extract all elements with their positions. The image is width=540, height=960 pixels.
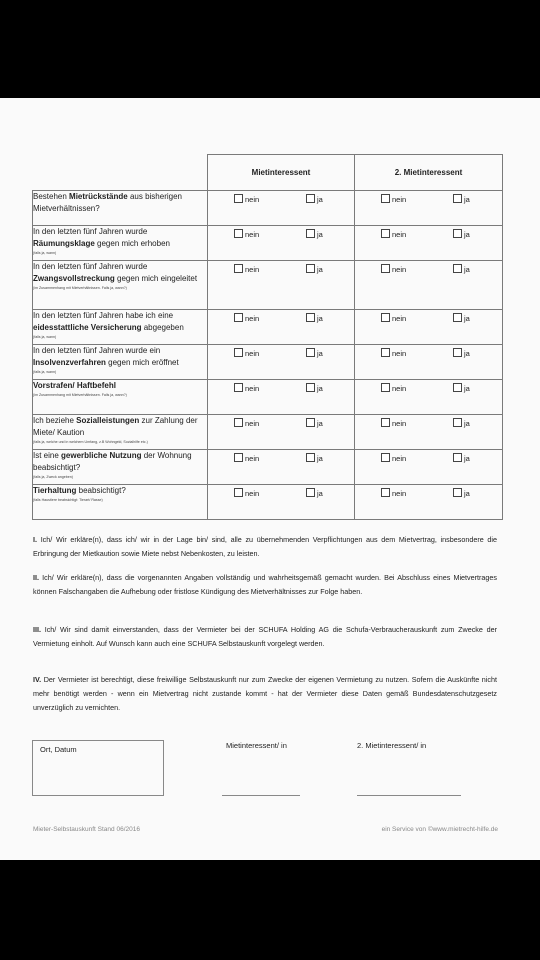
place-date-label: Ort, Datum bbox=[40, 745, 77, 754]
option-label: ja bbox=[317, 195, 323, 204]
question-cell bbox=[33, 380, 208, 415]
paragraph-number: III. bbox=[33, 625, 41, 634]
table-row bbox=[33, 261, 503, 310]
answer-cell-tenant-2 bbox=[355, 310, 503, 345]
option-label: ja bbox=[464, 384, 470, 393]
footer-right: ein Service von ©www.mietrecht-hilfe.de bbox=[381, 826, 498, 833]
option-label: nein bbox=[245, 454, 260, 463]
footer-left: Mieter-Selbstauskunft Stand 06/2016 bbox=[33, 826, 140, 833]
checkbox-icon[interactable] bbox=[381, 418, 390, 427]
paragraph-number: IV. bbox=[33, 675, 42, 684]
option-label: nein bbox=[245, 314, 260, 323]
checkbox-icon[interactable] bbox=[234, 313, 243, 322]
question-cell bbox=[33, 261, 208, 310]
answer-cell-tenant-1 bbox=[208, 226, 355, 261]
signature-label-tenant-1: Mietinteressent/ in bbox=[226, 741, 287, 750]
option-label: nein bbox=[245, 349, 260, 358]
option-label: nein bbox=[392, 230, 407, 239]
option-nein[interactable] bbox=[381, 264, 406, 275]
checkbox-icon[interactable] bbox=[453, 453, 462, 462]
answer-cell-tenant-1 bbox=[208, 415, 355, 450]
option-nein[interactable] bbox=[381, 229, 406, 240]
question-text-pre: In den letzten fünf Jahren wurde bbox=[33, 262, 148, 271]
option-ja[interactable] bbox=[453, 194, 470, 205]
table-row bbox=[33, 191, 503, 226]
option-label: ja bbox=[464, 489, 470, 498]
signature-label-tenant-2: 2. Mietinteressent/ in bbox=[357, 741, 427, 750]
question-text bbox=[33, 345, 207, 369]
option-label: ja bbox=[317, 314, 323, 323]
answer-cell-tenant-2 bbox=[355, 485, 503, 520]
option-ja[interactable] bbox=[306, 348, 323, 359]
signature-line-tenant-2[interactable] bbox=[357, 795, 461, 796]
question-note: (falls ja, wann) bbox=[33, 335, 57, 339]
table-row bbox=[33, 345, 503, 380]
checkbox-icon[interactable] bbox=[234, 453, 243, 462]
question-text bbox=[33, 261, 207, 285]
option-nein[interactable] bbox=[234, 229, 259, 240]
option-ja[interactable] bbox=[306, 194, 323, 205]
checkbox-icon[interactable] bbox=[453, 264, 462, 273]
question-text bbox=[33, 191, 207, 215]
option-ja[interactable] bbox=[306, 229, 323, 240]
option-label: nein bbox=[245, 265, 260, 274]
option-label: nein bbox=[245, 195, 260, 204]
option-label: ja bbox=[464, 419, 470, 428]
option-nein[interactable] bbox=[381, 418, 406, 429]
table-header-row bbox=[33, 155, 503, 191]
question-text-post: gegen mich eröffnet bbox=[105, 358, 179, 367]
question-keyword: Räumungsklage bbox=[33, 239, 95, 248]
option-ja[interactable] bbox=[306, 383, 323, 394]
paragraph-text: Ich/ Wir sind damit einverstanden, dass der Vermieter bei der SCHUFA Holding AG die Schufa-Verbraucherauskunft zum Zwecke der Vermietung einholt. Auf Wunsch kann auch eine SCHUFA Selbstauskunft vorgelegt werden. bbox=[33, 625, 497, 648]
question-text-post: aus bisherigen Mietverhältnissen? bbox=[33, 192, 182, 213]
option-nein[interactable] bbox=[234, 383, 259, 394]
question-cell bbox=[33, 191, 208, 226]
declaration-paragraph bbox=[33, 571, 497, 599]
option-ja[interactable] bbox=[306, 488, 323, 499]
checkbox-icon[interactable] bbox=[381, 383, 390, 392]
option-label: nein bbox=[245, 419, 260, 428]
option-label: ja bbox=[317, 349, 323, 358]
checkbox-icon[interactable] bbox=[381, 229, 390, 238]
question-note: (falls ja, welche und in welchem Umfang, z.B Wohngeld, Sozialhilfe etc.) bbox=[33, 440, 148, 444]
question-text-pre: In den letzten fünf Jahren wurde bbox=[33, 227, 148, 236]
question-keyword: eidesstattliche Versicherung bbox=[33, 323, 142, 332]
place-date-box[interactable] bbox=[32, 740, 164, 796]
option-label: nein bbox=[392, 265, 407, 274]
option-nein[interactable] bbox=[234, 313, 259, 324]
question-text-post: abgegeben bbox=[141, 323, 184, 332]
question-cell bbox=[33, 226, 208, 261]
answer-cell-tenant-1 bbox=[208, 485, 355, 520]
option-label: nein bbox=[392, 314, 407, 323]
answer-cell-tenant-2 bbox=[355, 415, 503, 450]
question-text-post: der Wohnung beabsichtigt? bbox=[33, 451, 192, 472]
checkbox-icon[interactable] bbox=[381, 194, 390, 203]
answer-cell-tenant-1 bbox=[208, 450, 355, 485]
paragraph-number: II. bbox=[33, 573, 39, 582]
questionnaire-table bbox=[32, 154, 503, 520]
option-label: ja bbox=[317, 454, 323, 463]
option-nein[interactable] bbox=[381, 194, 406, 205]
option-label: nein bbox=[245, 384, 260, 393]
question-cell bbox=[33, 415, 208, 450]
question-note: (falls ja, wann) bbox=[33, 251, 57, 255]
question-text-pre: In den letzten fünf Jahren wurde ein bbox=[33, 346, 161, 355]
option-ja[interactable] bbox=[306, 264, 323, 275]
checkbox-icon[interactable] bbox=[381, 264, 390, 273]
option-label: ja bbox=[464, 230, 470, 239]
option-label: ja bbox=[317, 419, 323, 428]
checkbox-icon[interactable] bbox=[453, 194, 462, 203]
answer-cell-tenant-2 bbox=[355, 191, 503, 226]
option-label: nein bbox=[392, 419, 407, 428]
checkbox-icon[interactable] bbox=[234, 264, 243, 273]
checkbox-icon[interactable] bbox=[453, 313, 462, 322]
option-ja[interactable] bbox=[306, 418, 323, 429]
table-row bbox=[33, 380, 503, 415]
question-keyword: Sozialleistungen bbox=[76, 416, 140, 425]
option-nein[interactable] bbox=[234, 264, 259, 275]
question-text bbox=[33, 485, 207, 497]
question-keyword: Insolvenzverfahren bbox=[33, 358, 106, 367]
declaration-paragraph bbox=[33, 623, 497, 651]
question-note: (falls ja, wann) bbox=[33, 370, 57, 374]
option-label: ja bbox=[464, 265, 470, 274]
answer-cell-tenant-2 bbox=[355, 226, 503, 261]
question-note: (im Zusammenhang mit Mietverhältnissen. Falls ja, wann?) bbox=[33, 286, 127, 290]
option-ja[interactable] bbox=[453, 418, 470, 429]
checkbox-icon[interactable] bbox=[306, 453, 315, 462]
table-row bbox=[33, 485, 503, 520]
signature-line-tenant-1[interactable] bbox=[222, 795, 300, 796]
checkbox-icon[interactable] bbox=[381, 348, 390, 357]
header-tenant-2: 2. Mietinteressent bbox=[355, 155, 503, 191]
option-ja[interactable] bbox=[453, 313, 470, 324]
option-ja[interactable] bbox=[453, 348, 470, 359]
question-text bbox=[33, 450, 207, 474]
table-row bbox=[33, 226, 503, 261]
checkbox-icon[interactable] bbox=[453, 418, 462, 427]
answer-cell-tenant-2 bbox=[355, 345, 503, 380]
option-label: nein bbox=[392, 349, 407, 358]
checkbox-icon[interactable] bbox=[306, 383, 315, 392]
option-nein[interactable] bbox=[234, 453, 259, 464]
question-cell bbox=[33, 485, 208, 520]
option-ja[interactable] bbox=[453, 453, 470, 464]
answer-cell-tenant-1 bbox=[208, 345, 355, 380]
paragraph-text: Ich/ Wir erkläre(n), dass ich/ wir in der Lage bin/ sind, alle zu übernehmenden Verpflichtungen aus dem Mietvertrag, insbesondere die Erbringung der Mietkaution sowie Miete nebst Nebenkosten, zu leisten. bbox=[33, 535, 497, 558]
question-cell bbox=[33, 345, 208, 380]
option-ja[interactable] bbox=[453, 229, 470, 240]
paragraph-number: I. bbox=[33, 535, 37, 544]
option-nein[interactable] bbox=[234, 348, 259, 359]
question-text bbox=[33, 380, 207, 392]
option-nein[interactable] bbox=[234, 488, 259, 499]
answer-cell-tenant-1 bbox=[208, 310, 355, 345]
option-label: nein bbox=[245, 489, 260, 498]
checkbox-icon[interactable] bbox=[306, 264, 315, 273]
question-text-pre: Ich beziehe bbox=[33, 416, 77, 425]
option-ja[interactable] bbox=[453, 383, 470, 394]
option-label: nein bbox=[392, 489, 407, 498]
checkbox-icon[interactable] bbox=[234, 418, 243, 427]
header-tenant-1: Mietinteressent bbox=[208, 155, 355, 191]
question-text-post: beabsichtigt? bbox=[76, 486, 126, 495]
option-nein[interactable] bbox=[381, 348, 406, 359]
option-nein[interactable] bbox=[381, 313, 406, 324]
checkbox-icon[interactable] bbox=[453, 348, 462, 357]
option-ja[interactable] bbox=[453, 264, 470, 275]
option-nein[interactable] bbox=[234, 418, 259, 429]
question-cell bbox=[33, 310, 208, 345]
question-cell bbox=[33, 450, 208, 485]
checkbox-icon[interactable] bbox=[234, 488, 243, 497]
question-keyword: Vorstrafen/ Haftbefehl bbox=[33, 381, 116, 390]
option-nein[interactable] bbox=[381, 453, 406, 464]
answer-cell-tenant-1 bbox=[208, 191, 355, 226]
question-note: (falls ja, Zweck angeben) bbox=[33, 475, 73, 479]
option-ja[interactable] bbox=[306, 313, 323, 324]
question-keyword: Tierhaltung bbox=[33, 486, 77, 495]
answer-cell-tenant-2 bbox=[355, 261, 503, 310]
checkbox-icon[interactable] bbox=[234, 229, 243, 238]
question-note: (im Zusammenhang mit Mietverhältnissen. Falls ja, wann?) bbox=[33, 393, 127, 397]
question-note: (falls Haustiere beabsichtigt: Tierart/ Rasse) bbox=[33, 498, 103, 502]
question-text-post: gegen mich erhoben bbox=[94, 239, 170, 248]
option-label: nein bbox=[392, 195, 407, 204]
document-page bbox=[0, 98, 540, 860]
table-row bbox=[33, 310, 503, 345]
checkbox-icon[interactable] bbox=[453, 229, 462, 238]
option-ja[interactable] bbox=[306, 453, 323, 464]
checkbox-icon[interactable] bbox=[234, 194, 243, 203]
option-label: ja bbox=[317, 230, 323, 239]
declaration-paragraph bbox=[33, 533, 497, 561]
checkbox-icon[interactable] bbox=[306, 313, 315, 322]
checkbox-icon[interactable] bbox=[453, 383, 462, 392]
option-label: ja bbox=[317, 489, 323, 498]
option-label: ja bbox=[317, 384, 323, 393]
declaration-paragraph bbox=[33, 673, 497, 715]
option-label: nein bbox=[392, 384, 407, 393]
table-row bbox=[33, 415, 503, 450]
checkbox-icon[interactable] bbox=[306, 488, 315, 497]
checkbox-icon[interactable] bbox=[234, 383, 243, 392]
question-text-pre: Bestehen bbox=[33, 192, 70, 201]
checkbox-icon[interactable] bbox=[306, 229, 315, 238]
option-nein[interactable] bbox=[381, 383, 406, 394]
option-nein[interactable] bbox=[381, 488, 406, 499]
option-label: ja bbox=[464, 195, 470, 204]
option-nein[interactable] bbox=[234, 194, 259, 205]
question-keyword: gewerbliche Nutzung bbox=[61, 451, 142, 460]
checkbox-icon[interactable] bbox=[306, 418, 315, 427]
checkbox-icon[interactable] bbox=[306, 194, 315, 203]
option-label: ja bbox=[464, 454, 470, 463]
paragraph-text: Der Vermieter ist berechtigt, diese freiwillige Selbstauskunft nur zum Zwecke der eigenen Vermietung zu nutzen. Sofern die Auskünfte nicht mehr benötigt werden - wenn ein Mietvertrag nicht zustande kommt - hat der Vermieter diese Daten gemäß Bundesdatenschutzgesetz unverzüglich zu vernichten. bbox=[33, 675, 497, 712]
table-row bbox=[33, 450, 503, 485]
answer-cell-tenant-2 bbox=[355, 450, 503, 485]
question-text-post: zur Zahlung der Miete/ Kaution bbox=[33, 416, 198, 437]
paragraph-text: Ich/ Wir erkläre(n), dass die vorgenannten Angaben vollständig und wahrheitsgemäß gemacht wurden. Bei Abschluss eines Mietvertrages können Falschangaben die Aufhebung oder fristlose Kündigung des Mietverhältnisses zur Folge haben. bbox=[33, 573, 498, 596]
option-ja[interactable] bbox=[453, 488, 470, 499]
checkbox-icon[interactable] bbox=[381, 313, 390, 322]
answer-cell-tenant-1 bbox=[208, 380, 355, 415]
question-keyword: Zwangsvollstreckung bbox=[33, 274, 115, 283]
option-label: ja bbox=[464, 349, 470, 358]
question-text bbox=[33, 310, 207, 334]
question-text-pre: In den letzten fünf Jahren habe ich eine bbox=[33, 311, 174, 320]
option-label: nein bbox=[245, 230, 260, 239]
checkbox-icon[interactable] bbox=[234, 348, 243, 357]
header-empty-cell bbox=[33, 155, 208, 191]
option-label: ja bbox=[317, 265, 323, 274]
question-text-pre: Ist eine bbox=[33, 451, 62, 460]
option-label: ja bbox=[464, 314, 470, 323]
checkbox-icon[interactable] bbox=[381, 488, 390, 497]
answer-cell-tenant-1 bbox=[208, 261, 355, 310]
checkbox-icon[interactable] bbox=[381, 453, 390, 462]
checkbox-icon[interactable] bbox=[306, 348, 315, 357]
question-text-post: gegen mich eingeleitet bbox=[114, 274, 198, 283]
question-text bbox=[33, 415, 207, 439]
checkbox-icon[interactable] bbox=[453, 488, 462, 497]
option-label: nein bbox=[392, 454, 407, 463]
question-text bbox=[33, 226, 207, 250]
question-keyword: Mietrückstände bbox=[69, 192, 128, 201]
answer-cell-tenant-2 bbox=[355, 380, 503, 415]
